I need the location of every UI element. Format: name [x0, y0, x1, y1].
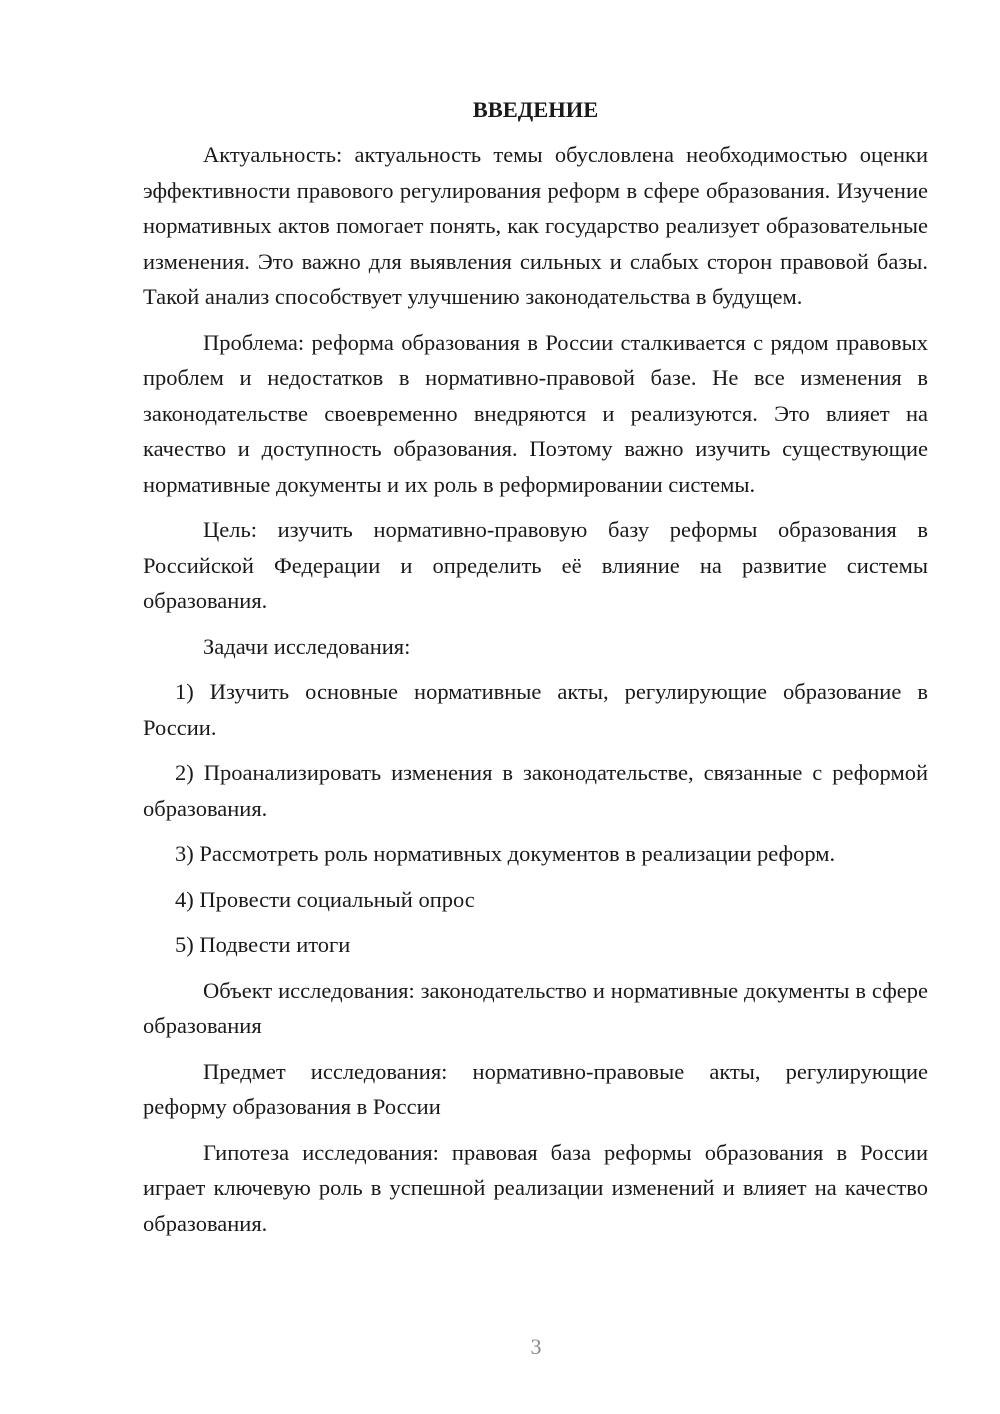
paragraph-relevance: Актуальность: актуальность темы обусловлена необходимостью оценки эффективности правового регулирования реформ в сфере образования. Изучение нормативных актов помогает понять, как государство реализует образовательные изменения. Это важно для выявления сильных и слабых сторон правовой базы. Такой анализ способствует улучшению законодательства в будущем.: [143, 142, 928, 309]
page-title: ВВЕДЕНИЕ: [472, 97, 599, 122]
paragraph-subject: Предмет исследования: нормативно-правовые акты, регулирующие реформу образования в России: [143, 1058, 928, 1119]
paragraph-goal: Цель: изучить нормативно-правовую базу реформы образования в Российской Федерации и определить её влияние на развитие системы образования.: [143, 517, 928, 613]
document-body: [143, 92, 928, 1251]
list-item: 2) Проанализировать изменения в законодательстве, связанные с реформой образования.: [143, 760, 928, 821]
list-item: 3) Рассмотреть роль нормативных документов в реализации реформ.: [175, 841, 836, 866]
paragraph-object: Объект исследования: законодательство и нормативные документы в сфере образования: [143, 977, 928, 1038]
tasks-list: [143, 674, 928, 963]
page-number: 3: [530, 1334, 542, 1359]
paragraph-problem: Проблема: реформа образования в России сталкивается с рядом правовых проблем и недостатков в нормативно-правовой базе. Не все изменения в законодательстве своевременно внедряются и реализуются. Это влияет на качество и доступность образования. Поэтому важно изучить существующие нормативные документы и их роль в реформировании системы.: [143, 329, 928, 497]
tasks-heading: Задачи исследования:: [203, 633, 411, 659]
list-item: 1) Изучить основные нормативные акты, регулирующие образование в России.: [143, 679, 928, 740]
paragraph-hypothesis: Гипотеза исследования: правовая база реформы образования в России играет ключевую роль в успешной реализации изменений и влияет на качество образования.: [143, 1139, 928, 1236]
list-item: 5) Подвести итоги: [175, 932, 351, 957]
list-item: 4) Провести социальный опрос: [175, 886, 475, 912]
